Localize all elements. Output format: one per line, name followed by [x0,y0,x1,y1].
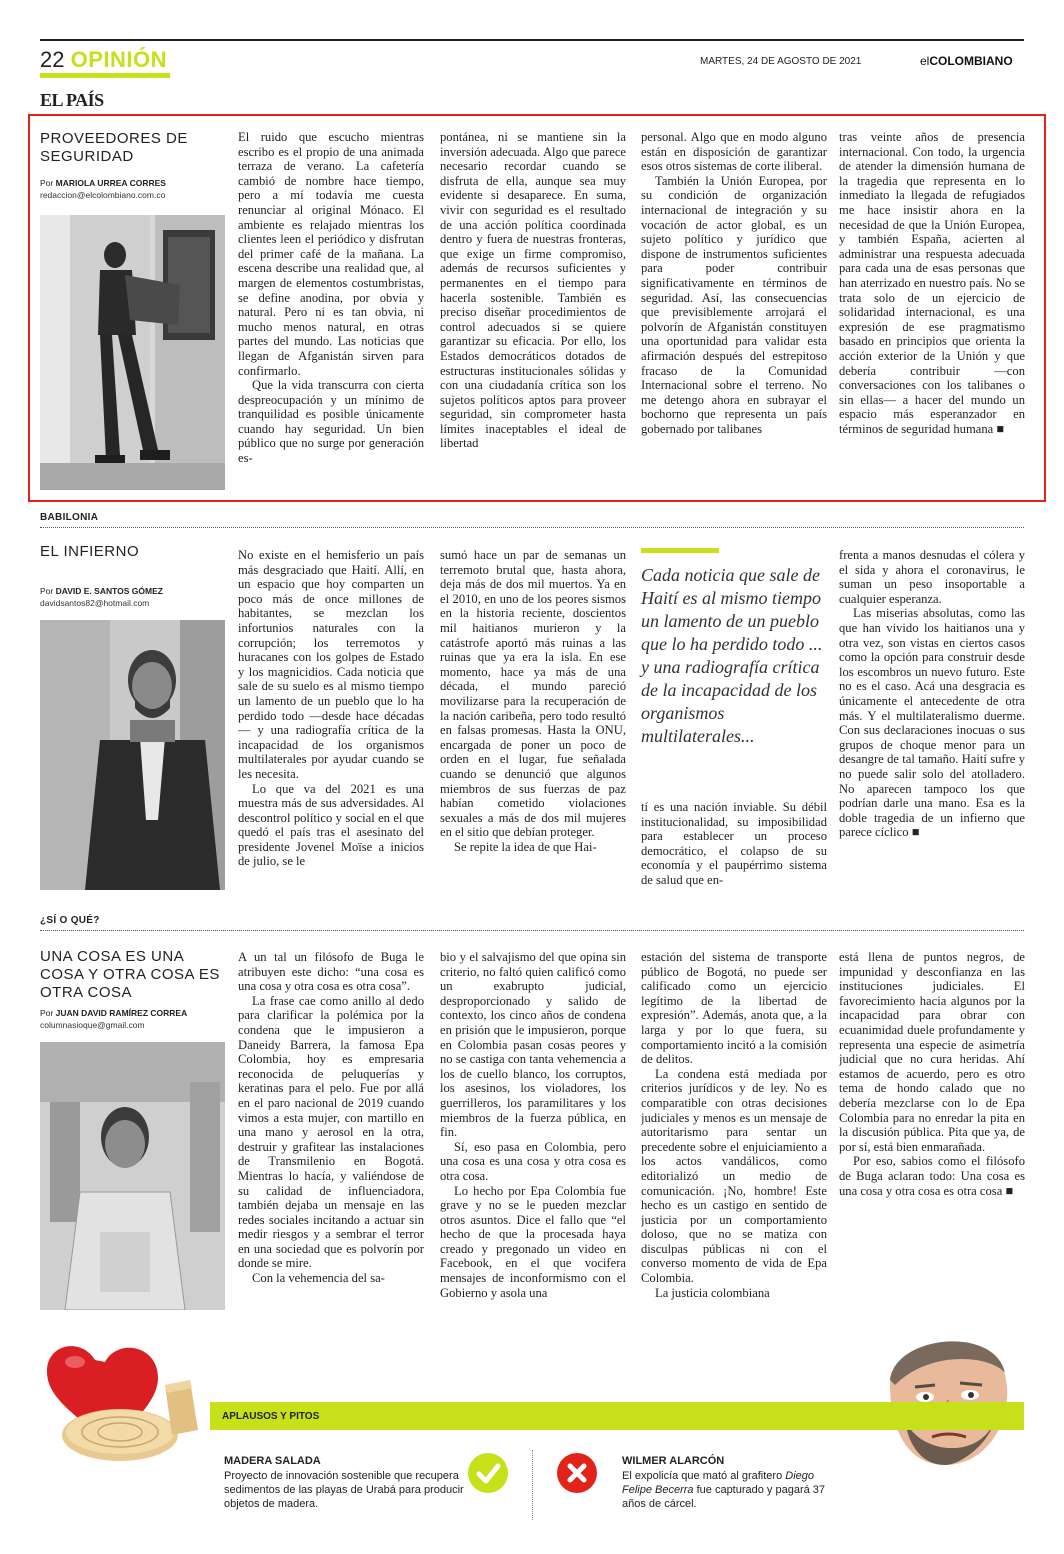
aplausos-label: APLAUSOS Y PITOS [222,1411,320,1422]
check-mark [468,1453,508,1493]
article3-col1 [238,950,424,1350]
check-icon [468,1453,508,1493]
heart-icon [40,1340,200,1465]
article1-email: redaccion@elcolombiano.com.co [40,190,166,200]
statue-photo-image [40,215,225,490]
byline-prefix: Por [40,1008,54,1018]
aplausos-banner-extension [872,1402,1024,1430]
paragraph: sumó hace un par de semanas un terremoto brutal que, hasta ahora, deja más de dos mil muertos. Ya en el 2010, en uno de los peores sismos en la historia reciente, doscientos mil haitianos murieron y la catástrofe aportó más ruinas a las ruinas que ya era la isla. En ese momento, hace ya más de una década, el mundo pareció movilizarse para la recuperación de la nación caribeña, pero todo resultó en falsas promesas. Hasta la ONU, encargada de poner un poco de orden en el lugar, fue señalada cuando se denunció que algunos miembros de sus fuerzas de paz habían cometido violaciones sexuales a más de dos mil mujeres en el sitio que debían proteger. [440,548,626,840]
cross-mark [557,1453,597,1493]
article3-col4 [839,950,1025,1270]
logo-name: COLOMBIANO [929,54,1013,68]
article2-email: davidsantos82@hotmail.com [40,598,150,608]
paragraph: Se repite la idea de que Hai- [454,839,597,854]
article2-byline [40,586,163,596]
pull-quote: Cada noticia que sale de Haití es al mismo tiempo un lamento de un pueblo que lo ha perdido todo ... y una radiografía crítica de la incapacidad de los organismos multilaterales... [641,565,823,746]
article3-email: columnasioque@gmail.com [40,1020,145,1030]
caricature-illustration [870,1325,1025,1475]
article3-col3 [641,950,827,1350]
article1-col3 [641,130,827,495]
page-header [40,47,167,73]
date-line: MARTES, 24 DE AGOSTO DE 2021 [700,56,862,67]
article2-col4 [839,548,1025,893]
article2-tag: BABILONIA [40,512,99,523]
article2-author: DAVID E. SANTOS GÓMEZ [55,586,163,596]
article2-col1 [238,548,424,893]
paragraph: No existe en el hemisferio un país más desgraciado que Haití. Allí, en un espacio que hoy comparten un poco más de once millones de habitantes, se mezclan los infortunios naturales con la corrupción; los terremotos y huracanes con los golpes de Estado y los magnicidios. Cada noticia que sale de su suelo es al mismo tiempo un lamento de un pueblo que lo ha perdido todo —desde hace décadas— y una radiografía crítica de la incapacidad de los organismos multilaterales por ayudar cuando se les necesita. [238,548,424,781]
paragraph: A un tal un filósofo de Buga le atribuyen este dicho: “una cosa es una cosa y otra cosa es otra cosa”. [238,950,424,994]
article1-col2 [440,130,626,495]
article3-author: JUAN DAVID RAMÍREZ CORREA [55,1008,188,1018]
article2-title: EL INFIERNO [40,543,140,560]
paragraph: bio y el salvajismo del que opina sin criterio, no faltó quien calificó como un exabrupto judicial, desproporcionado y salido de contexto, los cinco años de condena en prisión que le impusieron, porque en Colombia pasan cosas peores y no se castiga con tanta vehemencia a los de cuello blanco, los corruptos, los asesinos, los violadores, los guerrilleros, los paramilitares y los miembros de la fuerza pública, en fin. [440,950,626,1140]
divider [532,1450,533,1520]
paragraph: Por eso, sabios como el filósofo de Buga aclaran todo: Una cosa es una cosa y otra cosa es otra cosa ■ [839,1154,1025,1198]
section-name: OPINIÓN [70,47,168,72]
paragraph: Lo que va del 2021 es una muestra más de sus adversidades. Al descontrol político y social en el que quedó el país tras el asesinato del presidente Jovenel Moïse a inicios de julio, se le [238,781,424,869]
author-photo-image [40,620,225,890]
aplauso-title: MADERA SALADA [224,1455,321,1467]
top-rule [40,39,1024,41]
article2-col2 [440,548,626,893]
article1-col4 [839,130,1025,495]
paragraph: estación del sistema de transporte público de Bogotá, no puede ser calificado como un ejercicio legítimo de la libertad de expresión”. Además, anota que, a la larga y por lo que fuera, su comportamiento incitó a la comisión de delitos. [641,950,827,1067]
article1-author: MARIOLA URREA CORRES [55,178,166,188]
divider [40,930,1024,931]
paragraph: Con la vehemencia del sa- [252,1271,385,1286]
paragraph: Que la vida transcurra con cierta despreocupación y un mínimo de tranquilidad es posible únicamente cuando hay seguridad. Un bien público que no surge por generación es- [238,378,424,466]
paragraph: La justicia colombiana [655,1285,770,1300]
masthead-logo [920,54,1013,68]
article1-byline [40,178,166,188]
author-photo-image [40,1042,225,1310]
heart-wood-illustration [40,1340,200,1465]
article1-title: PROVEEDORES DE SEGURIDAD [40,130,188,165]
byline-prefix: Por [40,586,54,596]
pito-text [622,1469,832,1511]
author-photo-ramirez [40,1042,225,1310]
article3-col2 [440,950,626,1350]
paragraph: pontánea, ni se mantiene sin la inversión adecuada. Algo que parece necesario recordar cuando se disfruta de ella, aunque sea muy evidente si desaparece. En suma, vivir con seguridad es el resultado de una acción política coordinada dentro y fuera de nuestras fronteras, que exige un firme compromiso, además de recursos suficientes y permanentes en el tiempo para hacerla sostenible. También es preciso diseñar procedimientos de control adecuados si se quiere garantizar su eficacia. Por ello, los Estados democráticos dotados de estructuras institucionales sólidas y con una ciudadanía crítica son los sujetos políticos aptos para proveer seguridad, sin comprometer hasta límites inaceptables el ideal de libertad [440,130,626,451]
paragraph: El ruido que escucho mientras escribo es el propio de una animada terraza de verano. La cafetería cambió de nombre hace tiempo, pero a mí todavía me cuesta renunciar al original Mónaco. El ambiente es relajado mientras los clientes leen el periódico y disfrutan del primer café de la mañana. La escena describe una realidad que, al margen de elementos costumbristas, se define anodina, por obvia y natural. Pero ni es tan obvia, ni mucho menos natural, en otras partes del mundo. Las noticias que llegan de Afganistán sirven para confirmarlo. [238,130,424,378]
logo-prefix: el [920,54,930,68]
paragraph: tras veinte años de presencia internacional. Con todo, la urgencia de atender la dimensión humana de la tragedia que representa en lo inmediato la llegada de refugiados me hace insistir ahora en la necesidad de que la Unión Europea, y también España, acierten al administrar una respuesta adecuada para cada una de esas personas que han aterrizado en nuestro país. No se trata solo de un ejercicio de solidaridad internacional, es una expresión de ese pragmatismo basado en principios que orienta la acción exterior de la Unión y que debería contribuir —con conversaciones con los talibanes o sin ellas— a hacer del mundo un espacio más esperanzador en términos de seguridad humana ■ [839,130,1025,436]
divider [40,527,1024,528]
article1-col1 [238,130,424,495]
source-logo: EL PAÍS [40,90,104,110]
paragraph: personal. Algo que en modo alguno están en disposición de garantizar esos otros sistemas de corte iliberal. [641,130,827,174]
pito-text-part: El expolicía que mató al grafitero [622,1470,786,1482]
paragraph: tí es una nación inviable. Su débil institucionalidad, su imposibilidad para establecer un proceso democrático, el colapso de su economía y el paupérrimo sistema de salud que en- [641,800,827,887]
statue-photo [40,215,225,490]
article2-col3 [641,800,827,895]
caricature-face-icon [870,1325,1025,1475]
quote-accent-bar [641,548,719,553]
paragraph: frenta a manos desnudas el cólera y el sida y ahora el coronavirus, le suman un peso insoportable a cualquier esperanza. [839,548,1025,606]
author-photo-santos [40,620,225,890]
paragraph: También la Unión Europea, por su condición de organización internacional de integración y su vocación de actor global, es un sujeto político y jurídico que dispone de instrumentos suficientes para poder contribuir significativamente en términos de seguridad. Así, las consecuencias que previsiblemente arrojará el polvorín de Afganistán constituyen una oportunidad para validar esta afirmación después del estrepitoso fracaso de la Comunidad Internacional sobre el terreno. No me detengo ahora en subrayar el bochorno que representa un país gobernado por talibanes [641,173,827,436]
cross-icon [557,1453,597,1493]
article3-title: UNA COSA ES UNA COSA Y OTRA COSA ES OTRA COSA [40,948,220,1001]
article3-byline [40,1008,187,1018]
section-accent-bar [40,73,170,78]
byline-prefix: Por [40,178,54,188]
pito-text-part: fue capturado y pagará 37 años de cárcel. [622,1484,826,1510]
page-number: 22 [40,47,65,72]
article3-tag: ¿SÍ O QUÉ? [40,915,100,926]
paragraph: Lo hecho por Epa Colombia fue grave y no se le pueden mezclar otros asuntos. Dice el fallo que “el hecho de que la procesada haya creado y pregonado un video en Facebook, en el que vocifera mensajes de inconformismo con el Gobierno y asola una [440,1183,626,1300]
pito-text-italic: Diego Felipe Becerra [622,1470,815,1496]
paragraph: La frase cae como anillo al dedo para clarificar la polémica por la condena que le impusieron a Daneidy Barrera, la famosa Epa Colombia, hoy es empresaria reconocida de peluquerías y keratinas para el pelo. Fue por allá en el paro nacional de 2019 cuando vimos a esta mujer, con martillo en una mano y aerosol en la otra, destruir y grafitear las instalaciones de Transmilenio en Bogotá. Mientras lo hacía, y valiéndose de su calidad de influenciadora, también dejaba un mensaje en las redes sociales incitando a actuar sin medir riesgos y a sembrar el terror en una sociedad que es polvorín por donde se mire. [238,993,424,1271]
aplauso-text: Proyecto de innovación sostenible que recupera sedimentos de las playas de Urabá para producir objetos de madera. [224,1470,464,1510]
paragraph: está llena de puntos negros, de impunidad y desconfianza en las instituciones judiciales. El favorecimiento hacia algunos por la incapacidad para obrar con ecuanimidad duele profundamente y representa una especie de asimetría judicial que no cura heridas. Ahí estamos de acuerdo, pero es otro tema de hondo calado que no debería mezclarse con lo de Epa Colombia para no enredar la pita en la discusión pública. Pita que ya, de por sí, está bien enmarañada. [839,950,1025,1154]
paragraph: La condena está mediada por criterios jurídicos y de ley. No es comparatible con otras decisiones judiciales y menos es un mensaje de autoritarismo para sentar un precedente sobre el enjuiciamiento a los actos vandálicos, como editorializó un medio de comunicación. ¡No, hombre! Este hecho es un castigo en sentido de justicia por un comportamiento doloso, que no se matiza con disculpas públicas ni con el converso momento de vida de Epa Colombia. [641,1066,827,1286]
paragraph: Las miserias absolutas, como las que han vivido los haitianos una y otra vez, son vistas en ciertos casos como la opción para construir desde los escombros un nuevo futuro. Este no es el caso. Acá una desgracia es únicamente el antecedente de otra más. Y el multilateralismo duerme. Con sus declaraciones inocuas o sus grupos de choque menor para un desangre de tal tamaño. Haití sufre y no puede salir solo del atolladero. No aparecen tampoco los que podrían darle una mano. Esa es la doble tragedia de un infierno que parece cíclico ■ [839,606,1025,840]
pito-title: WILMER ALARCÓN [622,1455,725,1467]
paragraph: Sí, eso pasa en Colombia, pero una cosa es una cosa y otra cosa es otra cosa. [440,1139,626,1183]
